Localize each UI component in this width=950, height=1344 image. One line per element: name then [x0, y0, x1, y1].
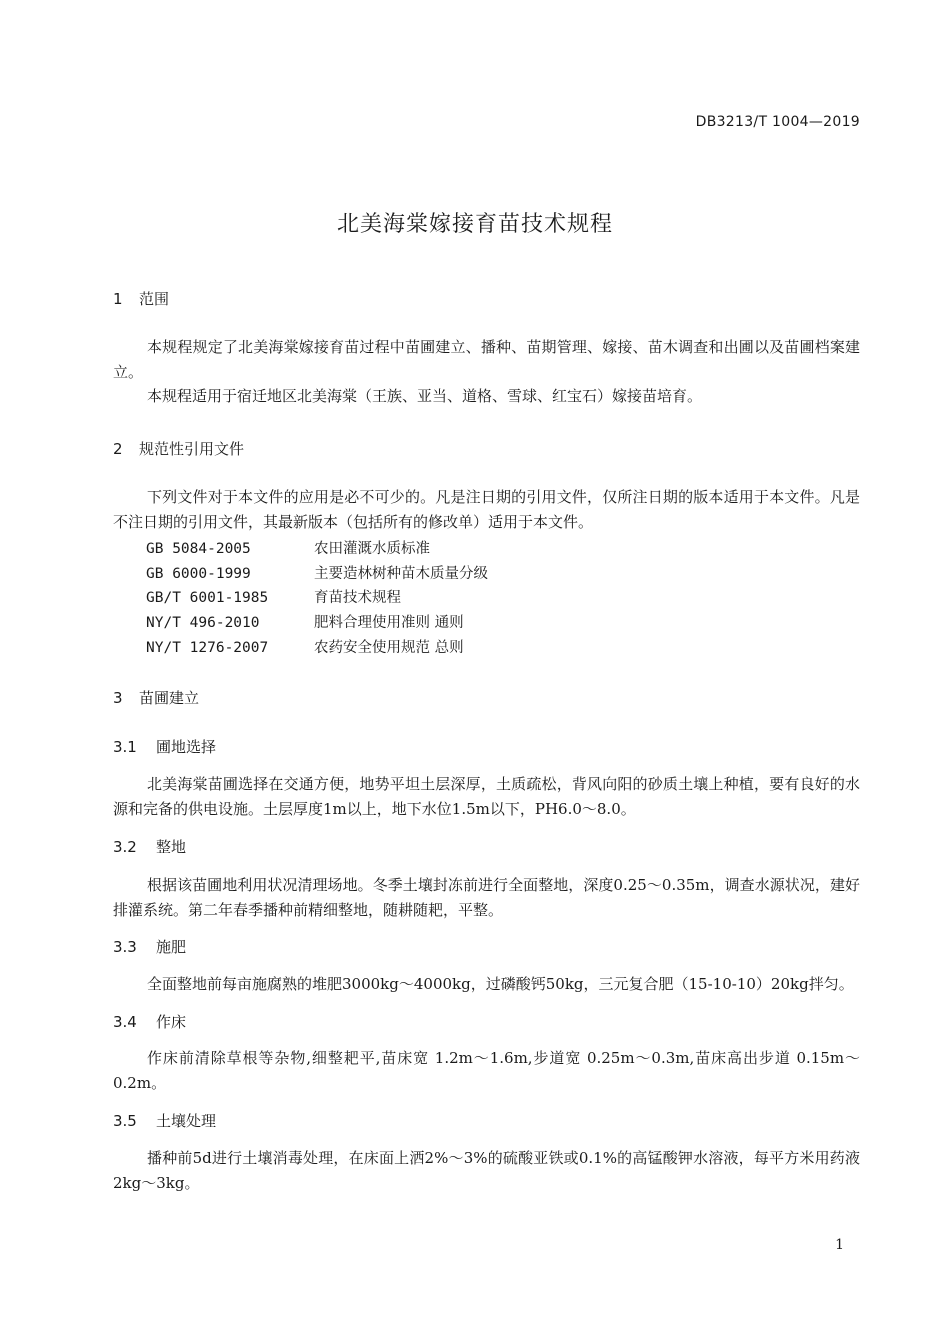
reference-name: 育苗技术规程	[314, 590, 401, 606]
section-title: 规范性引用文件	[139, 440, 245, 458]
section-title: 范围	[139, 290, 170, 308]
reference-code: GB 5084-2005	[146, 541, 251, 557]
section-number: 3.2	[113, 838, 137, 856]
paragraph-scope-2: 本规程适用于宿迁地区北美海棠（王族、亚当、道格、雪球、红宝石）嫁接苗培育。	[147, 387, 703, 405]
section-title: 施肥	[156, 938, 187, 956]
section-number: 2	[113, 440, 123, 458]
reference-row	[146, 562, 488, 583]
section-title: 圃地选择	[156, 738, 217, 756]
subsection-heading-land-preparation	[113, 836, 186, 857]
reference-name: 农药安全使用规范 总则	[314, 640, 464, 656]
section-number: 3.3	[113, 938, 137, 956]
subsection-heading-fertilization	[113, 936, 186, 957]
section-title: 作床	[156, 1013, 187, 1031]
paragraph-land-preparation: 根据该苗圃地利用状况清理场地。冬季土壤封冻前进行全面整地，深度0.25～0.35m，调查水源状况，建好排灌系统。第二年春季播种前精细整地，随耕随耙，平整。	[113, 876, 860, 919]
section-number: 3.4	[113, 1013, 137, 1031]
reference-name: 肥料合理使用准则 通则	[314, 615, 464, 631]
page-title: 北美海棠嫁接育苗技术规程	[336, 212, 613, 237]
section-number: 3.1	[113, 738, 137, 756]
page-number: 1	[835, 1237, 844, 1253]
section-heading-normative-references	[113, 438, 244, 459]
paragraph-bed-making: 作床前清除草根等杂物,细整耙平,苗床宽 1.2m～1.6m,步道宽 0.25m～0.3m,苗床高出步道 0.15m～0.2m。	[113, 1049, 860, 1092]
subsection-heading-soil-treatment	[113, 1110, 216, 1131]
reference-row	[146, 537, 430, 558]
subsection-heading-site-selection	[113, 736, 216, 757]
reference-code: NY/T 496-2010	[146, 615, 260, 631]
section-title: 整地	[156, 838, 187, 856]
paragraph-scope-1: 本规程规定了北美海棠嫁接育苗过程中苗圃建立、播种、苗期管理、嫁接、苗木调查和出圃以及苗圃档案建立。	[113, 338, 860, 381]
paragraph-references-intro: 下列文件对于本文件的应用是必不可少的。凡是注日期的引用文件，仅所注日期的版本适用于本文件。凡是不注日期的引用文件，其最新版本（包括所有的修改单）适用于本文件。	[113, 488, 860, 531]
reference-name: 主要造林树种苗木质量分级	[314, 566, 488, 582]
section-number: 3	[113, 689, 123, 707]
paragraph-site-selection: 北美海棠苗圃选择在交通方便，地势平坦土层深厚，土质疏松，背风向阳的砂质土壤上种植，要有良好的水源和完备的供电设施。土层厚度1m以上，地下水位1.5m以下，PH6.0～8.0。	[113, 775, 860, 818]
paragraph-soil-treatment: 播种前5d进行土壤消毒处理，在床面上洒2%～3%的硫酸亚铁或0.1%的高锰酸钾水溶液，每平方米用药液2kg～3kg。	[113, 1149, 860, 1192]
paragraph-fertilization: 全面整地前每亩施腐熟的堆肥3000kg～4000kg，过磷酸钙50kg，三元复合肥（15-10-10）20kg拌匀。	[147, 975, 854, 993]
reference-name: 农田灌溉水质标准	[314, 541, 430, 557]
reference-row	[146, 586, 401, 607]
reference-row	[146, 611, 464, 632]
section-number: 1	[113, 290, 123, 308]
reference-row	[146, 636, 464, 657]
reference-code: GB/T 6001-1985	[146, 590, 269, 606]
reference-code: GB 6000-1999	[146, 566, 251, 582]
subsection-heading-bed-making	[113, 1011, 186, 1032]
section-number: 3.5	[113, 1112, 137, 1130]
section-heading-scope	[113, 288, 169, 309]
reference-code: NY/T 1276-2007	[146, 640, 269, 656]
document-code: DB3213/T 1004—2019	[695, 114, 860, 130]
section-heading-nursery-establishment	[113, 687, 199, 708]
section-title: 苗圃建立	[139, 689, 200, 707]
section-title: 土壤处理	[156, 1112, 217, 1130]
